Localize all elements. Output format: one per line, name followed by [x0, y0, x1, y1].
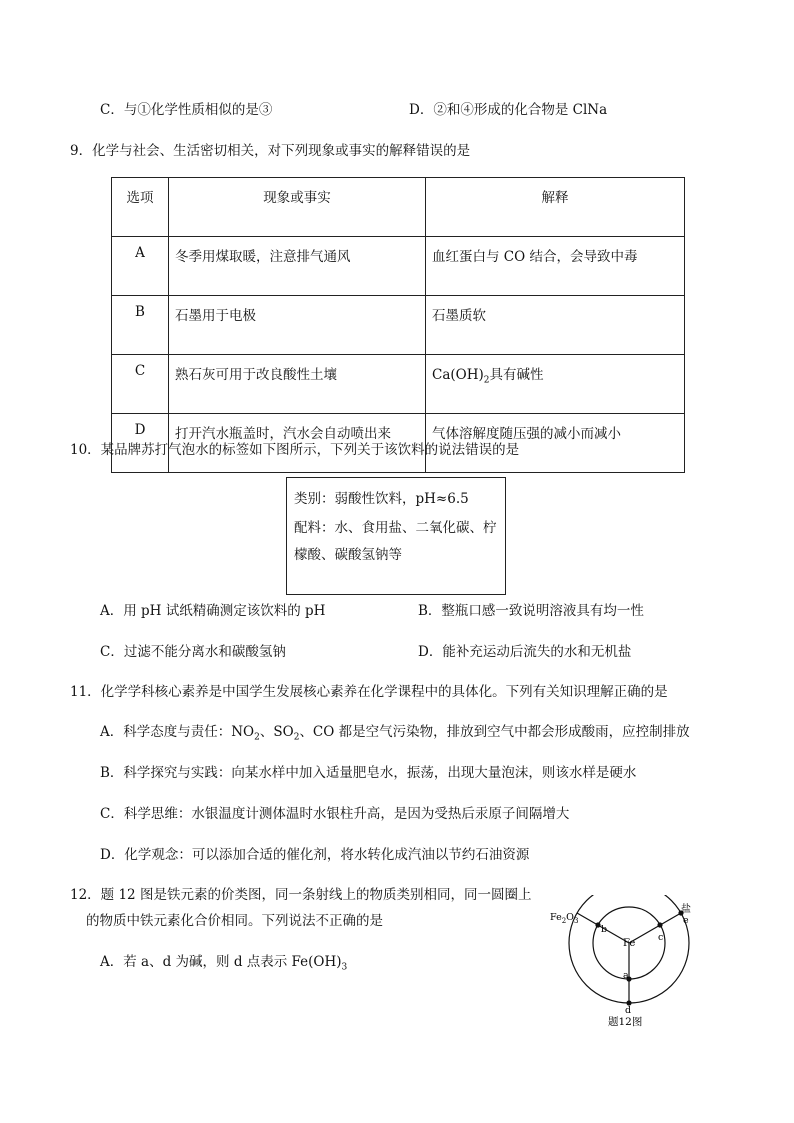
q10-option-d: D．能补充运动后流失的水和无机盐	[418, 644, 632, 660]
row-fact: 打开汽水瓶盖时，汽水会自动喷出来	[169, 414, 426, 473]
point-b-label: b	[601, 924, 608, 935]
q12-option-a	[100, 950, 347, 973]
q11-stem: 11．化学学科核心素养是中国学生发展核心素养在化学课程中的具体化。下列有关知识理解正确的是	[70, 684, 668, 700]
center-fe-label: Fe	[623, 938, 636, 949]
row-reason: 气体溶解度随压强的减小而减小	[426, 414, 685, 473]
point-c	[657, 922, 662, 927]
row-reason: 石墨质软	[426, 296, 685, 355]
q11-option-a	[100, 720, 690, 743]
q8-option-d: D．②和④形成的化合物是 ClNa	[409, 102, 608, 118]
row-option: C	[112, 355, 169, 414]
q12-stem-line2: 的物质中铁元素化合价相同。下列说法不正确的是	[86, 913, 383, 929]
subscript: 3	[341, 962, 348, 973]
q10-option-a: A．用 pH 试纸精确测定该饮料的 pH	[100, 603, 326, 619]
row-option: B	[112, 296, 169, 355]
q11-option-d: D．化学观念：可以添加合适的催化剂，将水转化成汽油以节约石油资源	[100, 847, 530, 863]
figure-caption: 题12图	[608, 1016, 643, 1028]
column-header-reason: 解释	[426, 178, 685, 237]
column-header-fact: 现象或事实	[169, 178, 426, 237]
iron-valence-diagram	[545, 895, 705, 1035]
option-a-text-1: A．科学态度与责任：NO	[100, 724, 255, 740]
table-header-row	[112, 178, 685, 237]
subscript: 2	[254, 732, 260, 743]
fe2o3-label: $Fe_2O_3$	[550, 912, 579, 925]
option-a-text-2: 、SO	[259, 724, 294, 740]
label-category: 类别：弱酸性饮料，pH≈6.5	[294, 491, 469, 507]
q8-option-c: C．与①化学性质相似的是③	[100, 102, 273, 118]
salt-label: 盐	[681, 904, 691, 915]
subscript: 2	[293, 732, 300, 743]
table-row	[112, 296, 685, 355]
point-d-label: d	[625, 1005, 632, 1016]
option-a-text: A．若 a、d 为碱，则 d 点表示 Fe(OH)	[100, 954, 342, 970]
option-a-text-3: 、CO 都是空气污染物，排放到空气中都会形成酸雨，应控制排放	[299, 724, 690, 740]
table-row	[112, 237, 685, 296]
label-ingredients: 配料：水、食用盐、二氧化碳、柠檬酸、碳酸氢钠等	[294, 520, 497, 563]
row-reason: 血红蛋白与 CO 结合，会导致中毒	[426, 237, 685, 296]
reason-text-post: 具有碱性	[489, 367, 544, 383]
row-option: D	[112, 414, 169, 473]
q10-option-c: C．过滤不能分离水和碳酸氢钠	[100, 644, 286, 660]
row-fact: 熟石灰可用于改良酸性土壤	[169, 355, 426, 414]
row-fact: 冬季用煤取暖，注意排气通风	[169, 237, 426, 296]
row-fact: 石墨用于电极	[169, 296, 426, 355]
drink-label-box	[286, 477, 506, 595]
q12-stem-line1: 12．题 12 图是铁元素的价类图，同一条射线上的物质类别相同，同一圆圈上	[70, 887, 532, 903]
q10-stem: 10．某品牌苏打气泡水的标签如下图所示，下列关于该饮料的说法错误的是	[70, 442, 520, 458]
q9-stem: 9．化学与社会、生活密切相关，对下列现象或事实的解释错误的是	[70, 143, 471, 159]
reason-text-pre: Ca(OH)	[432, 367, 484, 383]
point-e-label: e	[683, 915, 689, 926]
q11-option-c: C．科学思维：水银温度计测体温时水银柱升高，是因为受热后汞原子间隔增大	[100, 806, 570, 822]
row-option: A	[112, 237, 169, 296]
q10-option-b: B．整瓶口感一致说明溶液具有均一性	[418, 603, 644, 619]
point-c-label: c	[658, 932, 664, 943]
row-reason	[426, 355, 685, 414]
subscript: 2	[483, 375, 490, 386]
column-header-option: 选项	[112, 178, 169, 237]
point-b	[595, 922, 600, 927]
q9-table	[111, 177, 685, 473]
q11-option-b: B．科学探究与实践：向某水样中加入适量肥皂水，振荡，出现大量泡沫，则该水样是硬水	[100, 765, 637, 781]
table-row	[112, 355, 685, 414]
point-a-label: a	[623, 970, 629, 981]
